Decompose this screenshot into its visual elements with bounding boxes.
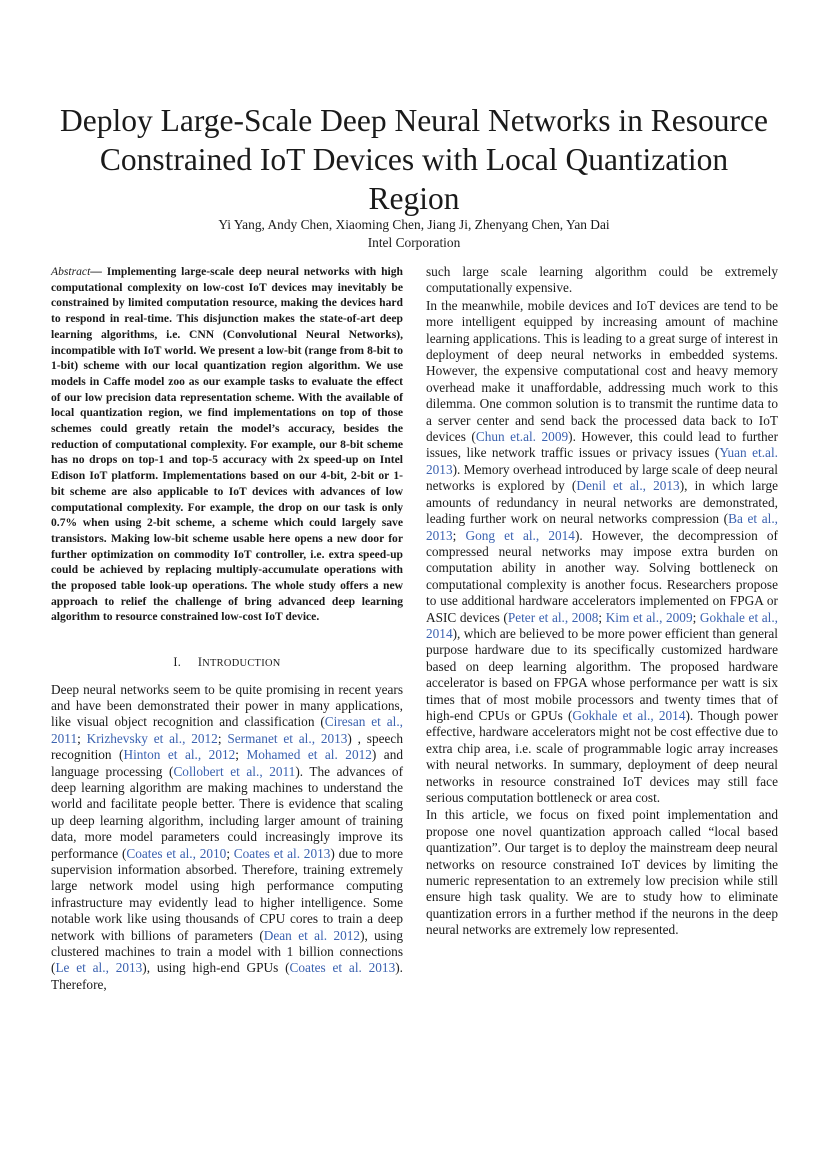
citation-link[interactable]: Coates et al. 2013 (233, 845, 331, 861)
citation-link[interactable]: Sermanet et al., 2013 (227, 730, 348, 746)
section-first-letter: I (197, 655, 203, 670)
body-text: ; (77, 730, 87, 746)
citation-link[interactable]: Kim et al., 2009 (605, 609, 693, 625)
citation-link[interactable]: Denil et al., 2013 (576, 478, 680, 494)
citation-link[interactable]: Hinton et al., 2012 (123, 747, 236, 763)
body-text: ; (226, 845, 234, 861)
body-text: ). Memory overhead introduced by large scale of deep neural networks is explored by ( (426, 461, 778, 494)
right-paragraph-1: such large scale learning algorithm could be extremely computationally expensive. (426, 264, 778, 296)
citation-link[interactable]: Chun et.al. 2009 (475, 429, 569, 445)
citation-link[interactable]: Gong et al., 2014 (465, 527, 575, 543)
citation-link[interactable]: Ciresan et al., 2011 (51, 714, 403, 746)
citation-link[interactable]: Coates et al., 2010 (126, 845, 227, 861)
body-text: ; (692, 609, 700, 625)
body-text: Deep neural networks seem to be quite promising in recent years and have been demonstrated their power in many applications, like visual object recognition and classification ( (51, 681, 403, 730)
citation-link[interactable]: Mohamed et al. 2012 (246, 747, 372, 763)
body-text: ; (598, 609, 606, 625)
body-text: ). Though power effective, hardware accelerators might not be cost effective due to extra chip area, i.e. scale of programmable logic array increases with neural networks. In summary, deployment of deep neural networks in resource constrained IoT devices may still face serious computation bottleneck or area cost. (426, 707, 778, 805)
section-title-rest: NTRODUCTION (202, 658, 281, 670)
body-text: ), which are believed to be more power efficient than general purpose hardware due to its specifically customized hardware based on deep learning algorithm. The proposed hardware accelerator is based on FPGA whose performance per watt is six times that of most mobile processors and twenty times that of high-end CPUs or GPUs ( (426, 625, 778, 723)
section-number: I. (173, 655, 182, 670)
abstract (51, 264, 403, 625)
body-text: ; (452, 527, 466, 543)
body-text: ), using clustered machines to train a model with 1 billion connections ( (51, 927, 403, 976)
abstract-text: Implementing large-scale deep neural networks with high computational complexity on low-cost IoT devices may inevitably be constrained by limited computation resource, making the devices hard to respond in real-time. This disjunction makes the state-of-art deep learning algorithms, i.e. CNN (Convolutional Neural Networks), incompatible with IoT world. We present a low-bit (range from 8-bit to 1-bit) scheme with our local quantization region algorithm. We use models in Caffe model zoo as our example tasks to evaluate the effect of our low precision data representation scheme. With the available of local quantization region, we find implementations on top of those schemes could greatly retain the model’s accuracy, besides the reduction of computational complexity. For example, our 8-bit scheme has no drops on top-1 and top-5 accuracy with 2x speed-up on Intel Edison IoT platform. Implementations based on our 4-bit, 2-bit or 1-bit scheme are also applicable to IoT devices with advances of low computational complexity. For example, the drop on our task is only 0.7% when using 2-bit scheme, a scheme which could largely save transistors. Making low-bit scheme usable here opens a new door for further optimization on commodity IoT controller, i.e. extra speed-up could be achieved by replacing multiply-accumulate operations with the proposed table look-up operations. The whole study offers a new approach to relief the challenge of bring advanced deep learning algorithm to resource constrained low-cost IoT device. (51, 265, 404, 624)
body-text: ). The advances of deep learning algorithm are making machines to understand the world and facilitate people better. There is evidence that scaling up deep learning algorithm, including larger amount of training data, more model parameters could increasingly improve its performance ( (51, 763, 403, 861)
body-text: ) due to more supervision information absorbed. Therefore, training extremely large network model using high performance computing infrastructure may evidently lead to higher intelligence. Some notable work like using thousands of CPU cores to train a deep network with billions of parameters ( (51, 845, 403, 943)
body-text: ), using high-end GPUs ( (142, 960, 290, 976)
citation-link[interactable]: Collobert et al., 2011 (173, 763, 296, 779)
citation-link[interactable]: Le et al., 2013 (55, 960, 143, 976)
abstract-dash: — (90, 265, 107, 278)
citation-link[interactable]: Gokhale et al., 2014 (426, 609, 779, 641)
citation-link[interactable]: Gokhale et al., 2014 (572, 707, 686, 723)
body-text: ; (217, 730, 228, 746)
section-heading-introduction (51, 654, 403, 672)
citation-link[interactable]: Yuan et.al. 2013 (426, 445, 778, 477)
right-paragraph-3: In this article, we focus on fixed point implementation and propose one novel quantization approach called “local based quantization”. Our target is to deploy the mainstream deep neural networks on resource constrained IoT devices by limiting the numeric representation to an extremely low precision while still ensure high task quality. We are to study how to eliminate quantization errors in a further method if the neurons in the deep neural networks are extremely low represented. (426, 807, 778, 938)
body-text: ) and language processing ( (51, 747, 403, 779)
citation-link[interactable]: Krizhevsky et al., 2012 (86, 730, 218, 746)
body-text: ; (235, 747, 247, 763)
body-text: ) , speech recognition ( (51, 730, 403, 763)
left-column (51, 264, 403, 993)
citation-link[interactable]: Ba et al., 2013 (426, 511, 778, 543)
body-text: ). However, the decompression of compressed neural networks may impose extra burden on computation ability in another way. Solving bottleneck on computational complexity is another focus. Researchers propose to use additional hardware accelerators implemented on FPGA or ASIC devices ( (426, 527, 778, 625)
body-text: ). However, this could lead to further issues, like network traffic issues or privacy issues ( (426, 429, 778, 461)
body-text: ), in which large amounts of redundancy in neural networks are demonstrated, leading further work on neural networks compression ( (426, 478, 778, 527)
citation-link[interactable]: Coates et al. 2013 (289, 960, 396, 976)
body-text: In the meanwhile, mobile devices and IoT devices are tend to be more intelligent equipped by increasing amount of machine learning applications. This is leading to a great surge of interest in deployment of deep neural networks in embedded systems. However, the expensive computational cost and heavy memory overhead make it unaffordable, addressing much work to this dilemma. One common solution is to transmit the runtime data to a server center and send back the processed data back to IoT devices ( (426, 297, 778, 445)
right-column (426, 264, 778, 939)
affiliation: Intel Corporation (367, 235, 461, 250)
right-paragraph-2 (426, 298, 778, 807)
intro-paragraph-1 (51, 682, 403, 994)
body-text: ). Therefore, (51, 960, 403, 992)
citation-link[interactable]: Dean et al. 2012 (263, 927, 361, 943)
citation-link[interactable]: Peter et al., 2008 (507, 609, 599, 625)
author-list: Yi Yang, Andy Chen, Xiaoming Chen, Jiang Ji, Zhenyang Chen, Yan Dai (218, 217, 610, 232)
paper-title: Deploy Large-Scale Deep Neural Networks in Resource Constrained IoT Devices with Local Quantization Region (60, 103, 768, 216)
abstract-label: Abstract (51, 265, 91, 278)
